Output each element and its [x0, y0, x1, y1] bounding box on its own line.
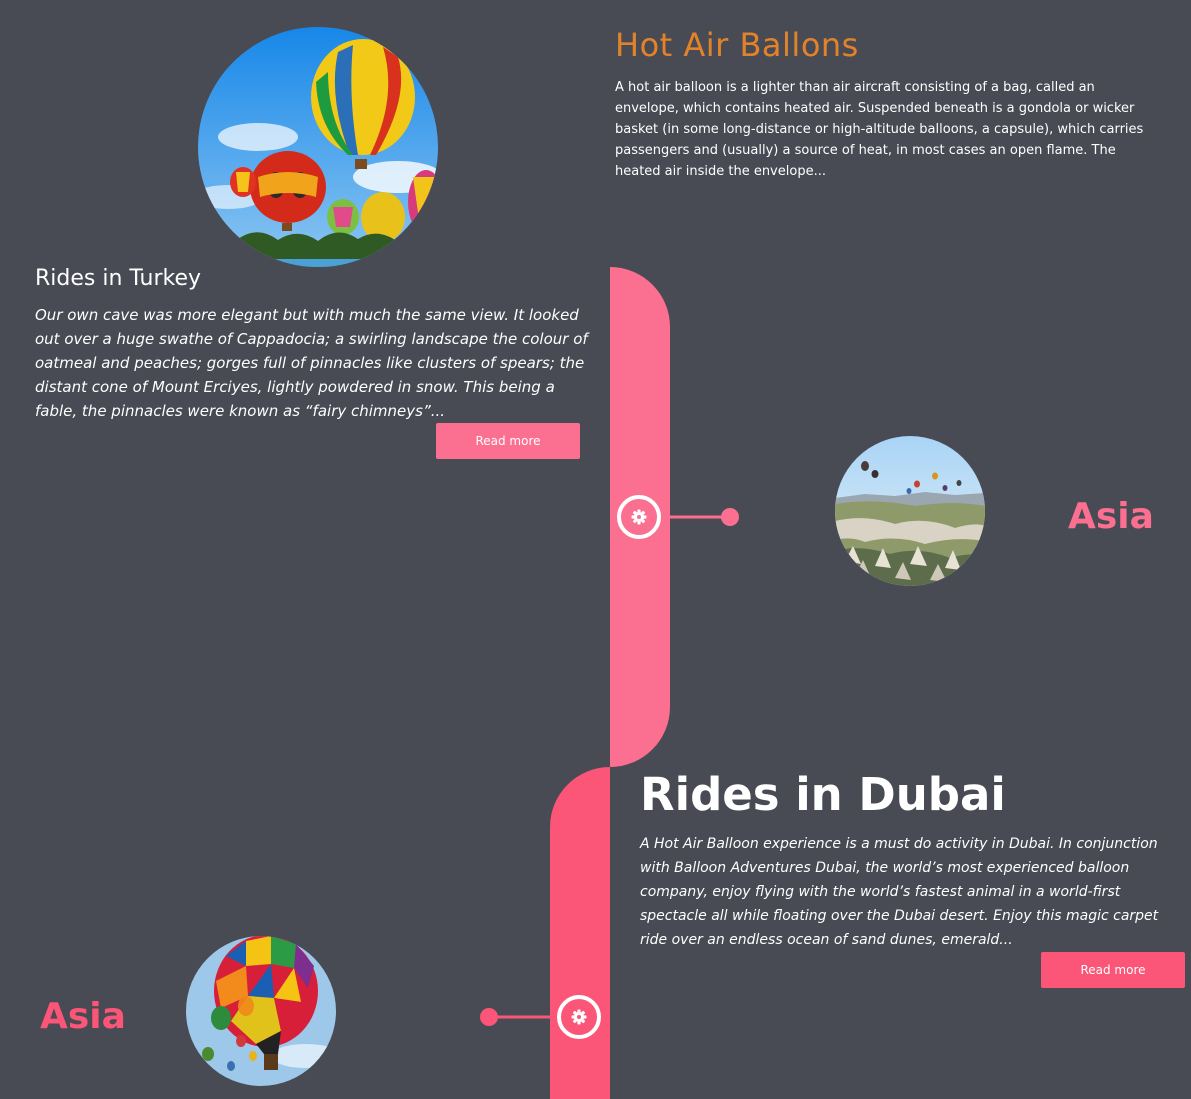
balloons-photo [186, 936, 336, 1086]
timeline-marker-top [619, 497, 659, 537]
region-label-top: Asia [1068, 496, 1154, 537]
read-more-button-dubai[interactable]: Read more [1041, 952, 1185, 988]
entry-title-turkey: Rides in Turkey [35, 266, 201, 291]
timeline-connector-top [662, 508, 739, 526]
entry-text-dubai: A Hot Air Balloon experience is a must do activity in Dubai. In conjunction with Balloon Adventures Dubai, the world’s most experienced balloon company, enjoy flying with the world’s fastest animal in a world-first spectacle all while floating over the Dubai desert. Enjoy this magic carpet ride over an endless ocean of sand dunes, emerald... [640, 836, 1159, 948]
gear-icon [572, 1010, 587, 1025]
timeline-marker-bottom [559, 997, 599, 1037]
entry-title-dubai: Rides in Dubai [640, 768, 1006, 821]
entry-text-turkey: Our own cave was more elegant but with much the same view. It looked out over a huge swathe of Cappadocia; a swirling landscape the colour of oatmeal and peaches; gorges full of pinnacles like clusters of spears; the distant cone of Mount Erciyes, lightly powdered in snow. This being a fable, the pinnacles were known as “fairy chimneys”... [35, 306, 588, 420]
timeline-connector-bottom [480, 1008, 558, 1026]
read-more-button-turkey[interactable]: Read more [436, 423, 580, 459]
timeline-segment-lower [550, 767, 610, 1099]
gear-icon [632, 510, 647, 525]
cappadocia-photo [835, 436, 985, 586]
region-label-bottom: Asia [40, 996, 126, 1037]
hot-air-balloons-photo [198, 27, 438, 267]
intro-text: A hot air balloon is a lighter than air aircraft consisting of a bag, called an envelope, which contains heated air. Suspended beneath is a gondola or wicker basket (in some long-distance or high-altitude balloons, a capsule), which carries passengers and (usually) a source of heat, in most cases an open flame. The heated air inside the envelope... [615, 80, 1144, 179]
intro-title: Hot Air Ballons [615, 26, 859, 64]
